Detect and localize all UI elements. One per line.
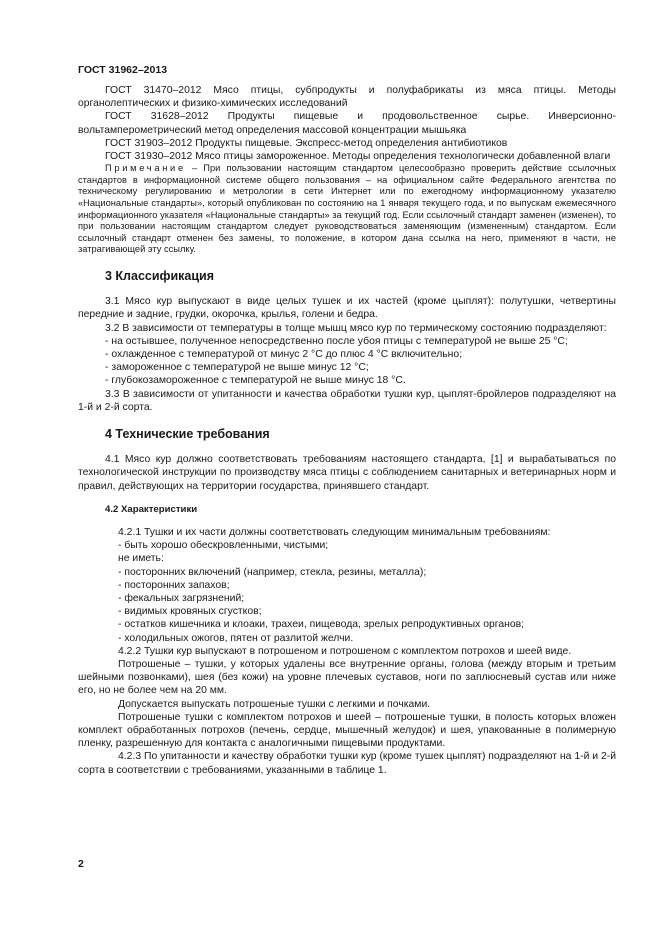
note-label: Примечание <box>105 163 186 174</box>
paragraph-3-3: 3.3 В зависимости от упитанности и качества обработки тушки кур, цыплят-бройлеров подразделяют на 1-й и 2-й сорта. <box>78 388 616 413</box>
section-4-title: 4 Технические требования <box>105 427 270 441</box>
paragraph-4-2-3: 4.2.3 По упитанности и качеству обработки тушки кур (кроме тушек цыплят) подразделяют на 1-й и 2-й сорта в соответствии с требованиями, указанными в таблице 1. <box>78 751 616 776</box>
note-block <box>78 163 616 256</box>
list-item: - видимых кровяных сгустков; <box>118 606 262 618</box>
reference-item: ГОСТ 31903–2012 Продукты пищевые. Экспресс-метод определения антибиотиков <box>105 137 508 149</box>
subsection-4-2-title: 4.2 Характеристики <box>105 503 198 515</box>
not-have-label: не иметь: <box>118 553 164 565</box>
paragraph-3-1: 3.1 Мясо кур выпускают в виде целых тушек и их частей (кроме цыплят): полутушки, четвертины передние и задние, грудки, окорочка, крылья, голени и бедра. <box>78 296 616 321</box>
list-item: - охлажденное с температурой от минус 2 °С до плюс 4 °С включительно; <box>105 348 463 360</box>
reference-item: ГОСТ 31930–2012 Мясо птицы замороженное. Методы определения технологически добавленной влаги <box>105 151 611 163</box>
paragraph-4-2-1: 4.2.1 Тушки и их части должны соответствовать следующим минимальным требованиям: <box>118 527 551 539</box>
list-item: - замороженное с температурой не выше минус 12 °С; <box>105 362 369 374</box>
reference-item: ГОСТ 31628–2012 Продукты пищевые и продовольственное сырье. Инверсионно-вольтамперометрический метод определения массовой концентрации мышьяка <box>78 111 616 136</box>
paragraph-4-1: 4.1 Мясо кур должно соответствовать требованиям настоящего стандарта, [1] и вырабатываться по технологической инструкции по производству мяса птицы с соблюдением санитарных и ветеринарных норм и правил, действующих на территории государства, принявшего стандарт. <box>78 454 616 492</box>
page-number: 2 <box>78 858 84 870</box>
document-header: ГОСТ 31962–2013 <box>78 64 168 76</box>
list-item: - посторонних включений (например, стекла, резины, металла); <box>118 566 427 578</box>
paragraph-allowed: Допускается выпускать потрошеные тушки с легкими и почками. <box>118 698 431 710</box>
list-item: - на остывшее, полученное непосредственно после убоя птицы с температурой не выше 25 °С; <box>105 335 568 347</box>
list-item: - глубокозамороженное с температурой не выше минус 18 °С. <box>105 375 406 387</box>
list-item: - посторонних запахов; <box>118 579 230 591</box>
list-item: - фекальных загрязнений; <box>118 593 245 605</box>
list-item: - быть хорошо обескровленными, чистыми; <box>118 540 329 552</box>
document-body <box>78 84 616 777</box>
list-item: - остатков кишечника и клоаки, трахеи, пищевода, зрелых репродуктивных органов; <box>118 619 525 631</box>
paragraph-4-2-2: 4.2.2 Тушки кур выпускают в потрошеном и потрошеном с комплектом потрохов и шеей виде. <box>118 645 572 657</box>
list-item: - холодильных ожогов, пятен от разлитой желчи. <box>118 632 354 644</box>
paragraph-3-2: 3.2 В зависимости от температуры в толще мышц мясо кур по термическому состоянию подразделяют: <box>105 322 607 334</box>
reference-item: ГОСТ 31470–2012 Мясо птицы, субпродукты и полуфабрикаты из мяса птицы. Методы органолептических и физико-химических исследований <box>78 85 616 110</box>
section-3-title: 3 Классификация <box>105 268 215 283</box>
note-text: – При пользовании настоящим стандартом целесообразно проверить действие ссылочных стандартов в информационной системе общего пользования – на официальном сайте Федерального агентства по техническому регулированию и метрологии в сети Интернет или по ежегодному информационному указателю «Национальные стандарты», который опубликован по состоянию на 1 января текущего года, и по выпускам ежемесячного информационного указателя «Национальные стандарты» за текущий год. Если ссылочный стандарт заменен (изменен), то при пользовании настоящим стандартом следует руководствоваться заменяющим (измененным) стандартом. Если ссылочный стандарт отменен без замены, то положение, в котором дана ссылка на него, применяют в части, не затрагивающей эту ссылку. <box>78 163 616 255</box>
paragraph-giblets: Потрошеные тушки с комплектом потрохов и шеей – потрошеные тушки, в полость которых вложен комплект обработанных потрохов (печень, сердце, мышечный желудок) и шея, упакованные в полимерную пленку, разрешенную для контакта с аналогичными пищевыми продуктами. <box>78 711 616 750</box>
paragraph-gutted: Потрошеные – тушки, у которых удалены все внутренние органы, голова (между вторым и третьим шейными позвонками), шея (без кожи) на уровне плечевых суставов, ноги по заплюсневый сустав или ниже его, но не более чем на 20 мм. <box>78 659 616 697</box>
